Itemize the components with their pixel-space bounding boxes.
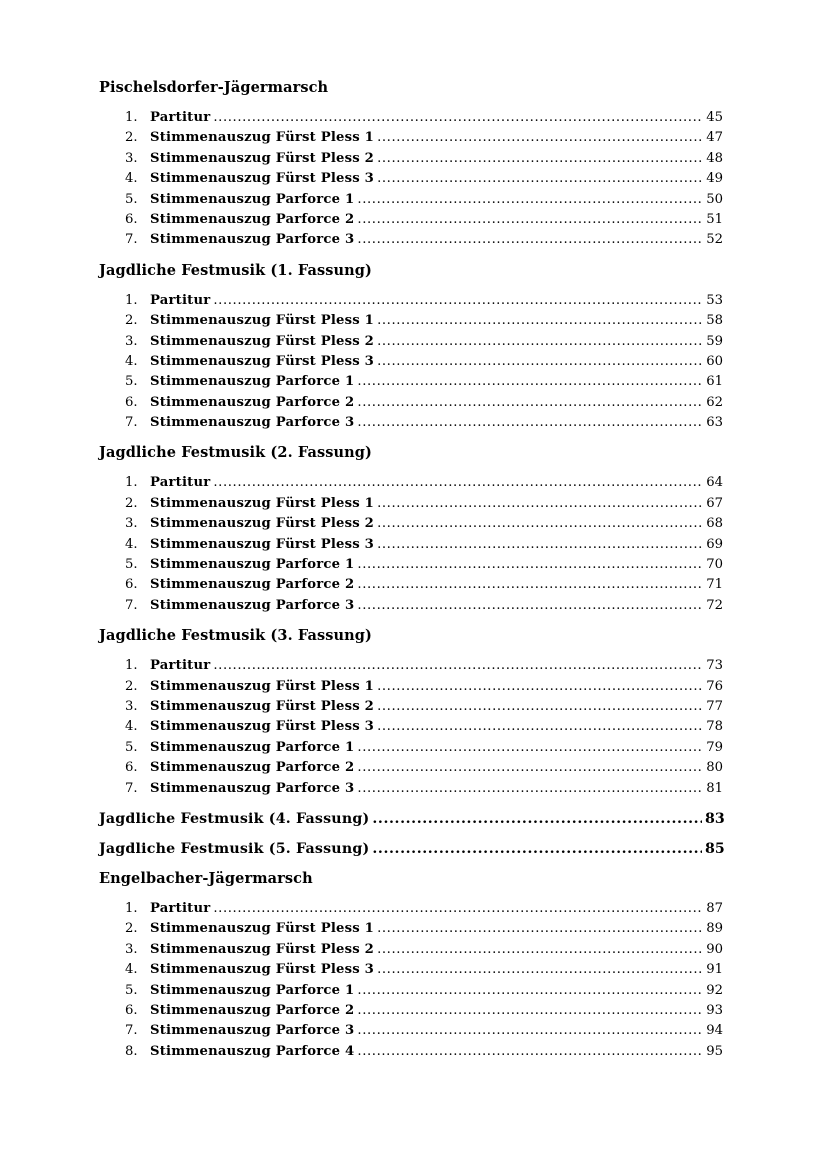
- entry-label: Stimmenauszug Fürst Pless 1: [150, 921, 375, 937]
- entry-number: 6.: [125, 1002, 138, 1018]
- toc-entry[interactable]: [99, 494, 723, 514]
- entry-number: 3.: [125, 150, 138, 166]
- dot-leader: [377, 677, 702, 697]
- entry-number: 2.: [125, 130, 138, 146]
- entry-number: 6.: [125, 394, 138, 410]
- toc-entry[interactable]: [99, 919, 723, 939]
- toc-entry[interactable]: [99, 656, 723, 676]
- dot-leader: [377, 535, 702, 555]
- toc-entry[interactable]: [99, 332, 723, 352]
- table-of-contents: [99, 78, 723, 1062]
- entry-page-number: 72: [706, 597, 723, 613]
- entry-page-number: 47: [706, 130, 723, 146]
- entry-number: 2.: [125, 313, 138, 329]
- entry-page-number: 73: [706, 658, 723, 674]
- entry-label: Stimmenauszug Parforce 1: [150, 982, 355, 998]
- entry-label: Stimmenauszug Fürst Pless 2: [150, 516, 375, 532]
- toc-entry[interactable]: [99, 738, 723, 758]
- dot-leader: [377, 352, 702, 372]
- entry-number: 6.: [125, 211, 138, 227]
- toc-section: [99, 261, 723, 444]
- dot-leader: [357, 738, 702, 758]
- entry-label: Stimmenauszug Fürst Pless 1: [150, 130, 375, 146]
- toc-entry[interactable]: [99, 758, 723, 778]
- entry-number: 4.: [125, 962, 138, 978]
- entry-label: Partitur: [150, 110, 211, 125]
- dot-leader: [357, 1001, 702, 1021]
- entry-number: 2.: [125, 495, 138, 511]
- section-spacer: [99, 799, 723, 809]
- toc-entry[interactable]: [99, 311, 723, 331]
- entry-page-number: 77: [706, 698, 723, 714]
- entry-page-number: 78: [706, 719, 723, 735]
- entry-number: 8.: [125, 1043, 138, 1059]
- entry-number: 3.: [125, 333, 138, 349]
- toc-entry[interactable]: [99, 514, 723, 534]
- section-title: Jagdliche Festmusik (3. Fassung): [99, 627, 372, 645]
- dot-leader: [357, 596, 702, 616]
- dot-leader: [377, 960, 702, 980]
- toc-entry[interactable]: [99, 981, 723, 1001]
- entry-page-number: 90: [706, 941, 723, 957]
- toc-section: [99, 443, 723, 626]
- entry-label: Stimmenauszug Fürst Pless 2: [150, 150, 375, 166]
- toc-entry[interactable]: [99, 940, 723, 960]
- toc-entry[interactable]: [99, 1001, 723, 1021]
- dot-leader: [377, 149, 702, 169]
- dot-leader: [213, 473, 702, 493]
- entry-title: Jagdliche Festmusik (5. Fassung): [99, 840, 370, 857]
- toc-section: [99, 626, 723, 809]
- entry-page-number: 67: [706, 495, 723, 511]
- toc-entry[interactable]: [99, 717, 723, 737]
- entry-number: 7.: [125, 780, 138, 796]
- toc-entry[interactable]: [99, 473, 723, 493]
- toc-entry[interactable]: [99, 535, 723, 555]
- entry-number: 2.: [125, 678, 138, 694]
- toc-entry[interactable]: [99, 230, 723, 250]
- entry-number: 5.: [125, 374, 138, 390]
- entry-label: Stimmenauszug Fürst Pless 1: [150, 313, 375, 329]
- entry-label: Stimmenauszug Parforce 3: [150, 597, 355, 613]
- entry-label: Stimmenauszug Fürst Pless 2: [150, 333, 375, 349]
- toc-entry[interactable]: [99, 169, 723, 189]
- dot-leader: [377, 717, 702, 737]
- entry-page-number: 70: [706, 557, 723, 573]
- toc-entry[interactable]: [99, 1021, 723, 1041]
- entry-page-number: 61: [706, 374, 723, 390]
- entry-number: 7.: [125, 1023, 138, 1039]
- entry-label: Partitur: [150, 475, 211, 491]
- entry-page-number: 71: [706, 577, 723, 593]
- entry-page-number: 76: [706, 678, 723, 694]
- dot-leader: [377, 494, 702, 514]
- entry-page-number: 81: [706, 780, 723, 796]
- dot-leader: [357, 1042, 702, 1062]
- entry-page-number: 50: [706, 191, 723, 207]
- dot-leader: [372, 839, 702, 859]
- toc-entry[interactable]: [99, 899, 723, 919]
- toc-entry[interactable]: [99, 960, 723, 980]
- entry-page-number: 87: [706, 900, 723, 916]
- dot-leader: [213, 899, 702, 919]
- entry-number: 3.: [125, 941, 138, 957]
- entry-page-number: 83: [705, 810, 725, 827]
- entry-label: Stimmenauszug Fürst Pless 3: [150, 353, 375, 369]
- entry-number: 4.: [125, 719, 138, 735]
- entry-page-number: 95: [706, 1043, 723, 1059]
- entry-page-number: 63: [706, 415, 723, 431]
- dot-leader: [357, 190, 702, 210]
- entry-page-number: 68: [706, 516, 723, 532]
- entry-label: Partitur: [150, 292, 211, 308]
- dot-leader: [377, 311, 702, 331]
- toc-entry[interactable]: [99, 372, 723, 392]
- entry-number: 7.: [125, 415, 138, 431]
- toc-entry[interactable]: [99, 352, 723, 372]
- entry-page-number: 53: [706, 292, 723, 308]
- dot-leader: [377, 514, 702, 534]
- toc-entry[interactable]: [99, 291, 723, 311]
- toc-section: [99, 78, 723, 261]
- entry-number: 3.: [125, 698, 138, 714]
- entry-page-number: 94: [706, 1023, 723, 1039]
- entry-page-number: 59: [706, 333, 723, 349]
- toc-entry[interactable]: [99, 596, 723, 616]
- entry-page-number: 69: [706, 536, 723, 552]
- entry-page-number: 58: [706, 313, 723, 329]
- entry-page-number: 48: [706, 150, 723, 166]
- toc-entry[interactable]: [99, 1042, 723, 1062]
- toc-section: [99, 869, 723, 1062]
- entry-number: 4.: [125, 536, 138, 552]
- entry-number: 7.: [125, 232, 138, 248]
- entry-number: 1.: [125, 292, 138, 308]
- entry-number: 2.: [125, 921, 138, 937]
- entry-number: 1.: [125, 110, 138, 125]
- dot-leader: [213, 291, 702, 311]
- entry-label: Stimmenauszug Parforce 3: [150, 415, 355, 431]
- toc-entry[interactable]: [99, 149, 723, 169]
- toc-entry[interactable]: [99, 393, 723, 413]
- entry-label: Stimmenauszug Parforce 1: [150, 374, 355, 390]
- dot-leader: [377, 697, 702, 717]
- entry-label: Stimmenauszug Fürst Pless 2: [150, 698, 375, 714]
- dot-leader: [377, 169, 702, 189]
- dot-leader: [377, 128, 702, 148]
- dot-leader: [213, 656, 702, 676]
- entry-page-number: 62: [706, 394, 723, 410]
- entry-number: 3.: [125, 516, 138, 532]
- entry-label: Stimmenauszug Parforce 2: [150, 394, 355, 410]
- section-spacer: [99, 251, 723, 261]
- section-spacer: [99, 859, 723, 869]
- entry-page-number: 80: [706, 760, 723, 776]
- entry-label: Stimmenauszug Fürst Pless 2: [150, 941, 375, 957]
- dot-leader: [357, 393, 702, 413]
- entry-label: Stimmenauszug Parforce 1: [150, 191, 355, 207]
- section-title: Jagdliche Festmusik (1. Fassung): [99, 261, 372, 279]
- entry-title: Jagdliche Festmusik (4. Fassung): [99, 810, 370, 827]
- dot-leader: [357, 981, 702, 1001]
- entry-label: Stimmenauszug Fürst Pless 3: [150, 536, 375, 552]
- entry-number: 5.: [125, 739, 138, 755]
- entry-page-number: 91: [706, 962, 723, 978]
- entry-label: Stimmenauszug Parforce 2: [150, 211, 355, 227]
- dot-leader: [377, 332, 702, 352]
- toc-entry[interactable]: [99, 413, 723, 433]
- toc-entry[interactable]: [99, 555, 723, 575]
- toc-entry[interactable]: [99, 210, 723, 230]
- toc-standalone-entry[interactable]: [99, 809, 723, 829]
- dot-leader: [357, 779, 702, 799]
- toc-standalone-entry[interactable]: [99, 839, 723, 859]
- entry-label: Stimmenauszug Parforce 2: [150, 1002, 355, 1018]
- dot-leader: [377, 940, 702, 960]
- entry-number: 4.: [125, 171, 138, 187]
- entry-label: Stimmenauszug Parforce 3: [150, 232, 355, 248]
- entry-page-number: 93: [706, 1002, 723, 1018]
- dot-leader: [357, 575, 702, 595]
- section-spacer: [99, 616, 723, 626]
- section-spacer: [99, 829, 723, 839]
- entry-label: Stimmenauszug Parforce 2: [150, 760, 355, 776]
- entry-page-number: 92: [706, 982, 723, 998]
- entry-page-number: 64: [706, 475, 723, 491]
- entry-page-number: 49: [706, 171, 723, 187]
- entry-label: Stimmenauszug Parforce 3: [150, 780, 355, 796]
- dot-leader: [357, 230, 702, 250]
- section-title: Engelbacher-Jägermarsch: [99, 869, 313, 887]
- dot-leader: [357, 413, 702, 433]
- entry-label: Stimmenauszug Parforce 1: [150, 557, 355, 573]
- entry-label: Stimmenauszug Parforce 2: [150, 577, 355, 593]
- entry-number: 1.: [125, 658, 138, 674]
- entry-label: Stimmenauszug Fürst Pless 1: [150, 495, 375, 511]
- entry-number: 5.: [125, 982, 138, 998]
- entry-label: Partitur: [150, 900, 211, 916]
- entry-label: Stimmenauszug Parforce 4: [150, 1043, 355, 1059]
- entry-number: 6.: [125, 760, 138, 776]
- section-spacer: [99, 433, 723, 443]
- entry-label: Stimmenauszug Fürst Pless 1: [150, 678, 375, 694]
- entry-number: 7.: [125, 597, 138, 613]
- toc-entry[interactable]: [99, 575, 723, 595]
- entry-page-number: 79: [706, 739, 723, 755]
- section-title: Jagdliche Festmusik (2. Fassung): [99, 444, 372, 462]
- toc-entry[interactable]: [99, 779, 723, 799]
- entry-number: 5.: [125, 557, 138, 573]
- entry-number: 6.: [125, 577, 138, 593]
- entry-label: Partitur: [150, 658, 211, 674]
- entry-label: Stimmenauszug Parforce 1: [150, 739, 355, 755]
- section-title: Pischelsdorfer-Jägermarsch: [99, 79, 329, 96]
- dot-leader: [357, 372, 702, 392]
- dot-leader: [213, 108, 702, 128]
- entry-page-number: 51: [706, 211, 723, 227]
- entry-label: Stimmenauszug Fürst Pless 3: [150, 719, 375, 735]
- entry-number: 5.: [125, 191, 138, 207]
- entry-label: Stimmenauszug Fürst Pless 3: [150, 171, 375, 187]
- entry-label: Stimmenauszug Parforce 3: [150, 1023, 355, 1039]
- entry-page-number: 89: [706, 921, 723, 937]
- toc-entry[interactable]: [99, 190, 723, 210]
- entry-number: 1.: [125, 475, 138, 491]
- entry-page-number: 52: [706, 232, 723, 248]
- dot-leader: [372, 809, 702, 829]
- toc-entry[interactable]: [99, 128, 723, 148]
- dot-leader: [357, 758, 702, 778]
- entry-number: 1.: [125, 900, 138, 916]
- dot-leader: [357, 555, 702, 575]
- dot-leader: [357, 210, 702, 230]
- dot-leader: [357, 1021, 702, 1041]
- dot-leader: [377, 919, 702, 939]
- toc-entry[interactable]: [99, 108, 723, 128]
- entry-number: 4.: [125, 353, 138, 369]
- entry-page-number: 60: [706, 353, 723, 369]
- entry-label: Stimmenauszug Fürst Pless 3: [150, 962, 375, 978]
- entry-page-number: 85: [705, 840, 725, 857]
- entry-page-number: 45: [706, 110, 723, 125]
- toc-entry[interactable]: [99, 697, 723, 717]
- toc-entry[interactable]: [99, 677, 723, 697]
